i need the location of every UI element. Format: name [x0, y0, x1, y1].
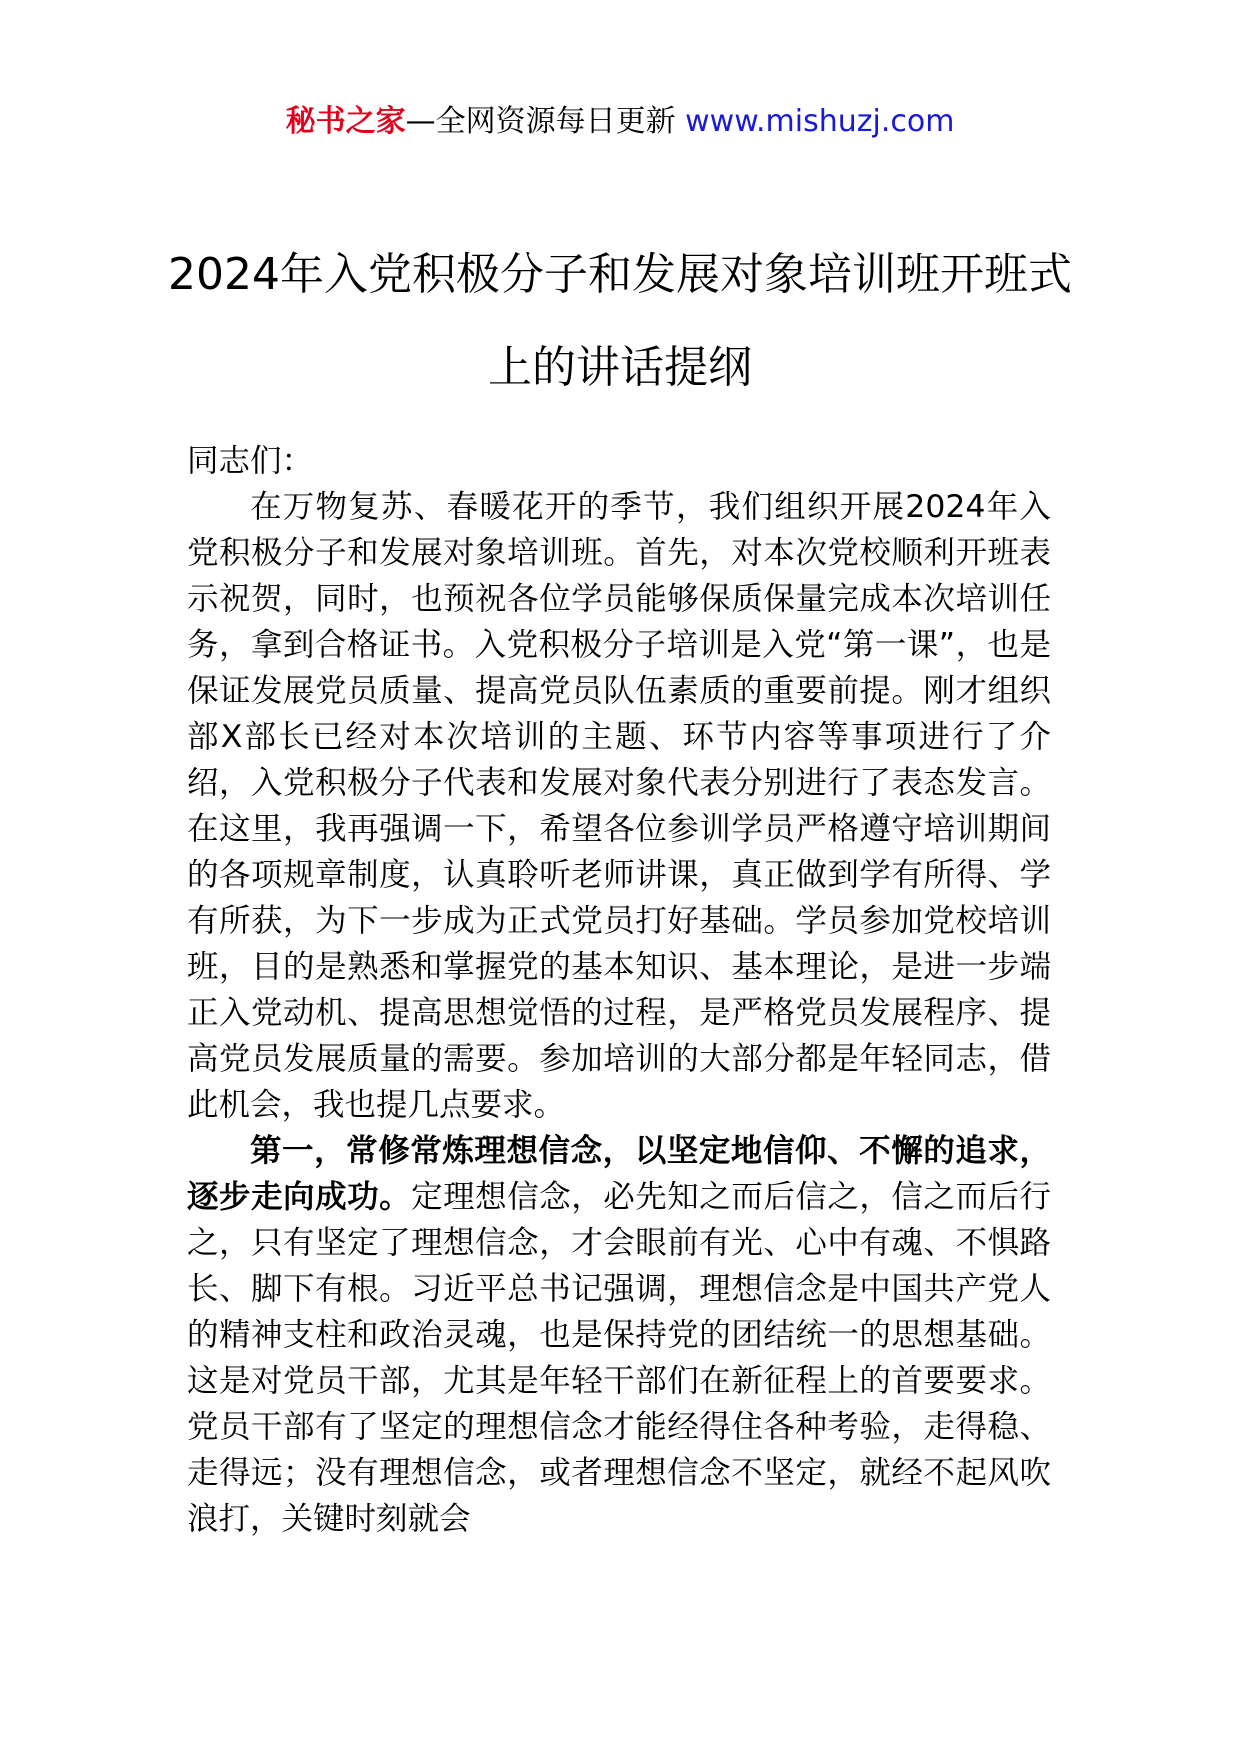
point-body: 定理想信念，必先知之而后信之，信之而后行之，只有坚定了理想信念，才会眼前有光、心中有魂、不惧路长、脚下有根。习近平总书记强调，理想信念是中国共产党人的精神支柱和政治灵魂，也是保持党的团结统一的思想基础。这是对党员干部，尤其是年轻干部们在新征程上的首要要求。党员干部有了坚定的理想信念才能经得住各种考验，走得稳、走得远；没有理想信念，或者理想信念不坚定，就经不起风吹浪打，关键时刻就会	[187, 1179, 1051, 1537]
header-slogan: —全网资源每日更新	[405, 104, 686, 139]
site-header	[0, 102, 1240, 142]
site-url-link[interactable]: www.mishuzj.com	[685, 104, 955, 139]
paragraph-first-point	[187, 1128, 1051, 1542]
brand-name: 秘书之家	[285, 104, 406, 139]
document-title: 2024年入党积极分子和发展对象培训班开班式上的讲话提纲	[168, 249, 1072, 393]
salutation: 同志们：	[187, 443, 314, 479]
paragraph-intro: 在万物复苏、春暖花开的季节，我们组织开展2024年入党积极分子和发展对象培训班。首先，对本次党校顺利开班表示祝贺，同时，也预祝各位学员能够保质保量完成本次培训任务，拿到合格证书。入党积极分子培训是入党“第一课”，也是保证发展党员质量、提高党员队伍素质的重要前提。刚才组织部X部长已经对本次培训的主题、环节内容等事项进行了介绍，入党积极分子代表和发展对象代表分别进行了表态发言。在这里，我再强调一下，希望各位参训学员严格遵守培训期间的各项规章制度，认真聆听老师讲课，真正做到学有所得、学有所获，为下一步成为正式党员打好基础。学员参加党校培训班，目的是熟悉和掌握党的基本知识、基本理论，是进一步端正入党动机、提高思想觉悟的过程，是严格党员发展程序、提高党员发展质量的需要。参加培训的大部分都是年轻同志，借此机会，我也提几点要求。	[187, 489, 1051, 1123]
point-heading: 第一，常修常炼理想信念，以坚定地信仰、不懈的追求，逐步走向成功。	[187, 1133, 1051, 1215]
document-body	[187, 438, 1051, 1542]
